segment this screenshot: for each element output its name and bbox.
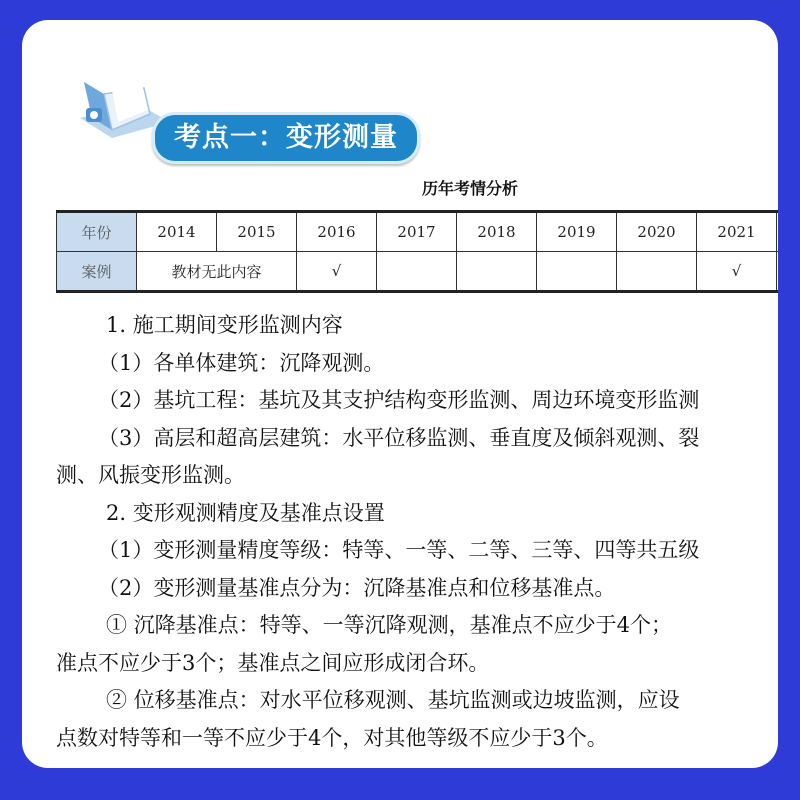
sub-item-continuation: 准点不应少于3个；基准点之间应形成闭合环。 [56,650,490,675]
list-item: （2）变形测量基准点分为：沉降基准点和位移基准点。 [98,575,616,600]
case-cell-merged-note: 教材无此内容 [137,252,297,292]
list-item: （2）基坑工程：基坑及其支护结构变形监测、周边环境变形监测 [98,388,700,412]
table-overflow-cell [777,252,779,292]
list-item: （1）各单体建筑：沉降观测。 [98,350,385,375]
case-cell-2017 [377,252,457,292]
sub-item-continuation: 点数对特等和一等不应少于4个，对其他等级不应少于3个。 [56,725,608,750]
year-cell: 2020 [617,212,697,252]
sub-item-displacement-benchmark: ② 位移基准点：对水平位移观测、基坑监测或边坡监测，应设 [106,688,680,712]
case-cell-2019 [537,252,617,292]
year-cell: 2018 [457,212,537,252]
sub-item-settlement-benchmark: ① 沉降基准点：特等、一等沉降观测，基准点不应少于4个； [106,613,673,637]
heading-deformation-monitoring-content: 1. 施工期间变形监测内容 [106,313,343,337]
row-header-year: 年份 [57,212,137,252]
case-cell-2016: √ [297,252,377,292]
year-cell: 2021 [697,212,777,252]
list-item-continuation: 测、风振变形监测。 [56,463,245,487]
row-header-case: 案例 [57,252,137,292]
case-cell-2018 [457,252,537,292]
year-cell: 2019 [537,212,617,252]
year-cell: 2014 [137,212,217,252]
case-cell-2021: √ [697,252,777,292]
case-row [57,252,779,292]
section-title-badge: 考点一：变形测量 [152,112,420,164]
table-overflow-cell [777,212,779,252]
year-cell: 2015 [217,212,297,252]
year-cell: 2017 [377,212,457,252]
year-cell: 2016 [297,212,377,252]
page-card [22,20,778,768]
list-item: （3）高层和超高层建筑：水平位移监测、垂直度及倾斜观测、裂 [98,425,700,450]
year-row [57,212,779,252]
table-caption: 历年考情分析 [422,179,519,198]
heading-precision-and-benchmarks: 2. 变形观测精度及基准点设置 [106,500,385,525]
case-cell-2020 [617,252,697,292]
list-item: （1）变形测量精度等级：特等、一等、二等、三等、四等共五级 [98,538,700,562]
exam-history-table [56,210,778,293]
section-body [56,307,778,757]
